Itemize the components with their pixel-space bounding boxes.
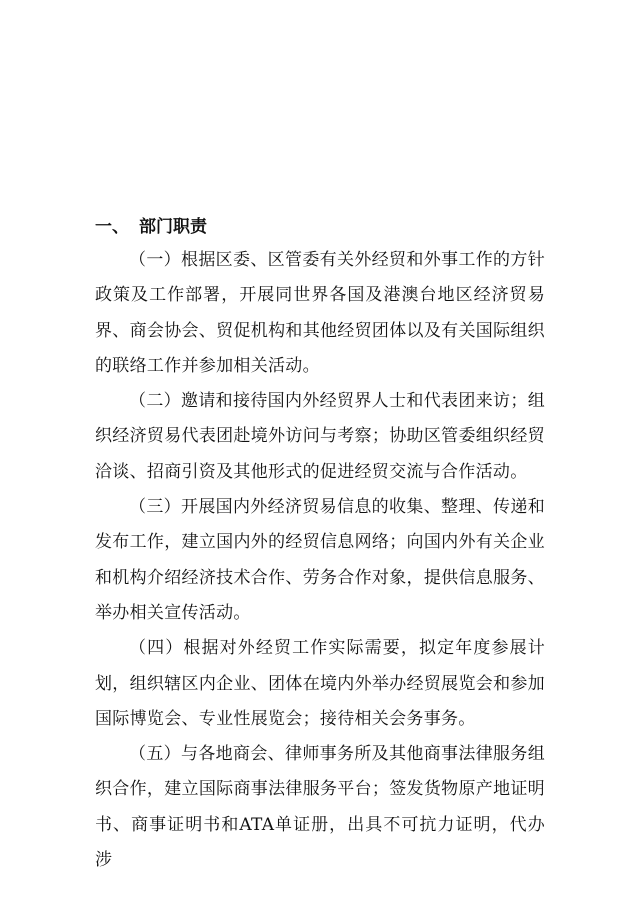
paragraph-1: （一）根据区委、区管委有关外经贸和外事工作的方针政策及工作部署，开展同世界各国及港澳台地区经济贸易界、商会协会、贸促机构和其他经贸团体以及有关国际组织的联络工作并参加相关活动。	[95, 250, 545, 376]
paragraph-2: （二）邀请和接待国内外经贸界人士和代表团来访；组织经济贸易代表团赴境外访问与考察；协助区管委组织经贸洽谈、招商引资及其他形式的促进经贸交流与合作活动。	[95, 391, 545, 482]
section-number: 一、	[95, 217, 129, 237]
paragraph-5: （五）与各地商会、律师事务所及其他商事法律服务组织合作，建立国际商事法律服务平台；签发货物原产地证明书、商事证明书和ATA单证册，出具不可抗力证明，代办涉	[95, 744, 545, 871]
section-body	[95, 243, 545, 878]
paragraph-4: （四）根据对外经贸工作实际需要，拟定年度参展计划，组织辖区内企业、团体在境内外举办经贸展览会和参加国际博览会、专业性展览会；接待相关会务事务。	[95, 638, 545, 729]
section-heading	[95, 214, 207, 240]
paragraph-3: （三）开展国内外经济贸易信息的收集、整理、传递和发布工作，建立国内外的经贸信息网络；向国内外有关企业和机构介绍经济技术合作、劳务合作对象，提供信息服务、举办相关宣传活动。	[95, 497, 545, 623]
section-title: 部门职责	[139, 217, 207, 237]
